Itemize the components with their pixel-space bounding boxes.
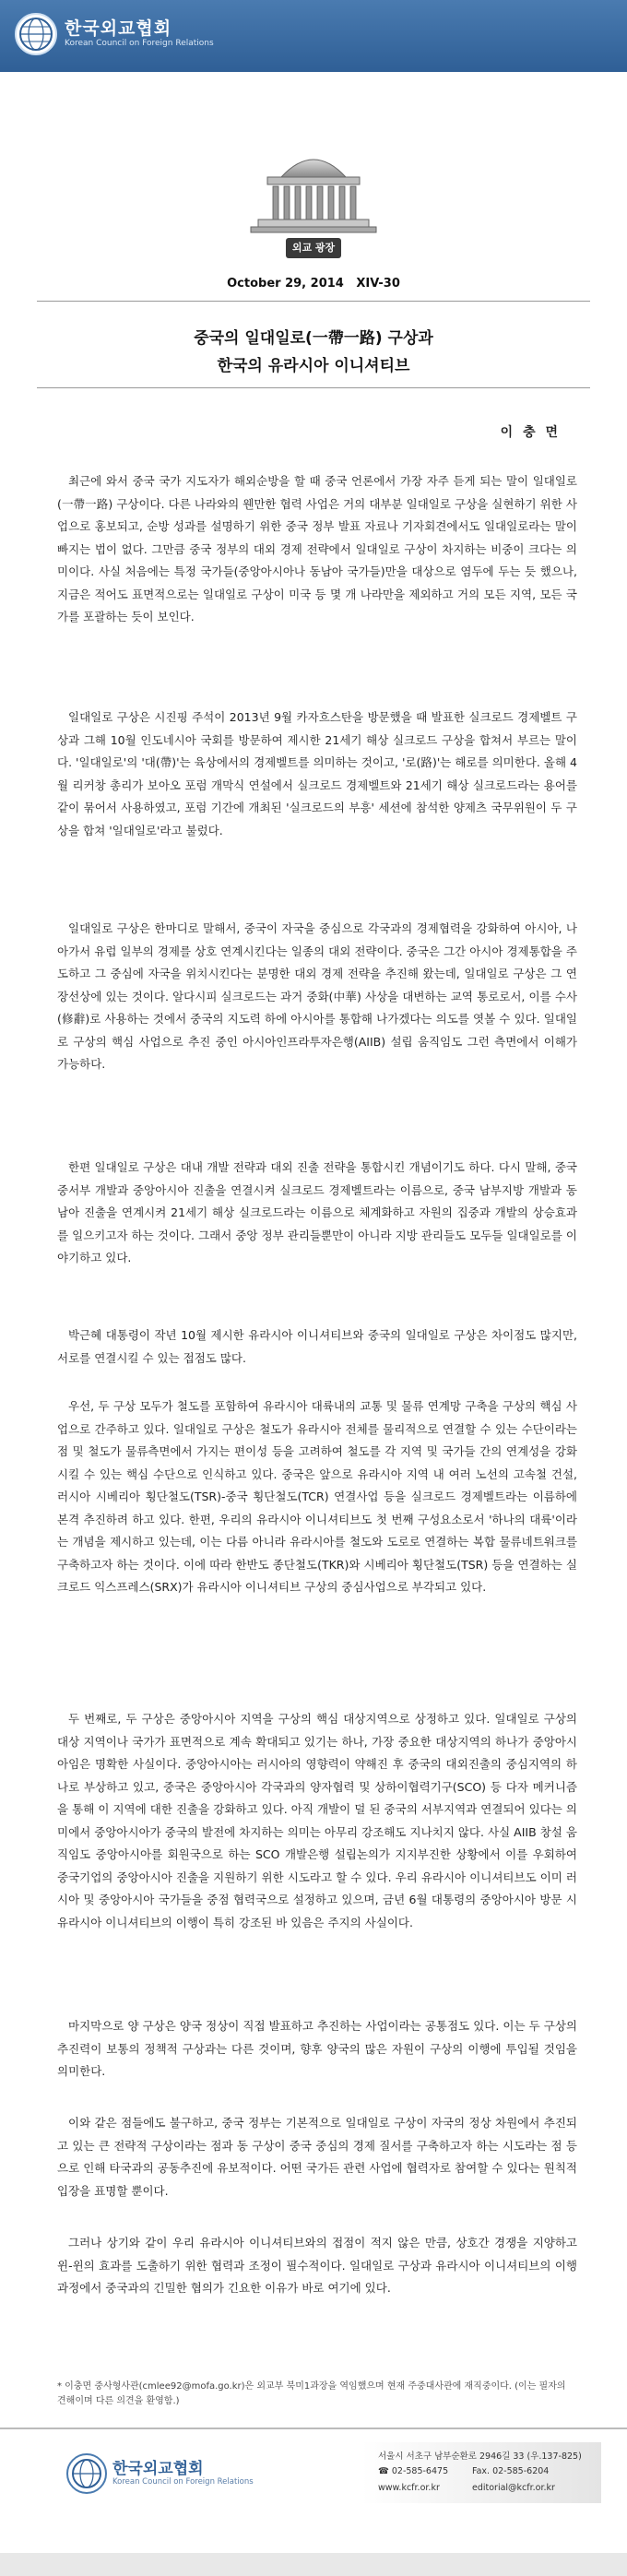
body-paragraph: 두 번째로, 두 구상은 중앙아시아 지역을 구상의 핵심 대상지역으로 상정하고 있다. 일대일로 구상의 대상 지역이나 국가가 표면적으로 계속 확대되고 있기는 하나, 가장 중요한 대상지역의 하나가 중앙아시아임은 명확한 사실이다. 중앙아시아는 러시아의 영향력이 약해진 후 중국의 대외진출의 중심지역의 하나로 부상하고 있고, 중국은 중앙아시아 각국과의 양자협력 및 상하이협력기구(SCO) 등 다자 메커니즘을 통해 이 지역에 대한 진출을 강화하고 있다. 아직 개발이 덜 된 중국의 서부지역과 연결되어 있다는 의미에서 중앙아시아가 중국의 발전에 차지하는 의미는 아무리 강조해도 지나치지 않다. 사실 AIIB 창설 움직임도 중앙아시아를 회원국으로 하는 SCO 개발은행 설립논의가 지지부진한 상황에서 이를 우회하여 중국기업의 중앙아시아 진출을 지원하기 위한 시도라고 할 수 있다. 우리 유라시아 이니셔티브도 이미 러시아 및 중앙아시아 국가들을 중점 협력국으로 설정하고 있으며, 금년 6월 대통령의 중앙아시아 방문 시 유라시아 이니셔티브의 이행이 특히 강조된 바 있음은 주지의 사실이다. (57, 1712, 577, 1929)
issue-date: October 29, 2014 (227, 277, 344, 291)
body-paragraph: 일대일로 구상은 시진핑 주석이 2013년 9월 카자흐스탄을 방문했을 때 발표한 실크로드 경제벨트 구상과 그해 10월 인도네시아 국회를 방문하여 제시한 21세기 해상 실크로드 구상을 합쳐서 부르는 말이다. '일대일로'의 '대(帶)'는 육상에서의 경제벨트를 의미하는 것이고, '로(路)'는 해로를 의미한다. 올해 4월 리커창 총리가 보아오 포럼 개막식 연설에서 실크로드 경제벨트와 21세기 해상 실크로드라는 용어를 같이 묶어서 사용하였고, 포럼 기간에 개최된 '실크로드의 부흥' 세션에 참석한 양제츠 국무위원이 두 구상을 합쳐 '일대일로'라고 불렀다. (57, 710, 577, 837)
footer-email-link[interactable]: editorial@kcfr.or.kr (472, 2483, 555, 2493)
divider (37, 301, 590, 302)
body-paragraph: 한편 일대일로 구상은 대내 개발 전략과 대외 진출 전략을 통합시킨 개념이기도 하다. 다시 말해, 중국 중서부 개발과 중앙아시아 진출을 연결시켜 실크로드 경제벨트라는 이름으로, 중국 남부지방 개발과 동남아 진출을 연계시켜 21세기 해상 실크로드라는 이름으로 체계화하고 자원의 집중과 개발의 상승효과를 일으키고자 하는 것이다. 그래서 중앙 정부 관리들뿐만이 아니라 지방 관리들도 모두들 일대일로를 이야기하고 있다. (57, 1160, 577, 1264)
body-paragraph: 우선, 두 구상 모두가 철도를 포함하여 유라시아 대륙내의 교통 및 물류 연계망 구축을 구상의 핵심 사업으로 간주하고 있다. 일대일로 구상은 철도가 유라시아 전체를 물리적으로 연결할 수 있는 수단이라는 점 및 철도가 물류측면에서 가지는 편이성 등을 고려하여 철도를 각 지역 및 국가들 간의 연계성을 강화시킬 수 있는 핵심 수단으로 인식하고 있다. 중국은 앞으로 유라시아 지역 내 여러 노선의 고속철 건설, 러시아 시베리아 횡단철도(TSR)-중국 횡단철도(TCR) 연결사업 등을 실크로드 경제벨트라는 이름하에 본격 추진하려 하고 있다. 한편, 우리의 유라시아 이니셔티브도 첫 번째 구성요소로서 '하나의 대륙'이라는 개념을 제시하고 있는데, 이는 다름 아니라 유라시아를 철도와 도로로 연결하는 복합 물류네트워크를 구축하고자 하는 것이다. 이에 따라 한반도 종단철도(TKR)와 시베리아 횡단철도(TSR) 등을 연결하는 실크로드 익스프레스(SRX)가 유라시아 이니셔티브 구상의 중심사업으로 부각되고 있다. (57, 1399, 577, 1594)
footer-divider (0, 2428, 627, 2429)
body-paragraph: 박근혜 대통령이 작년 10월 제시한 유라시아 이니셔티브와 중국의 일대일로 구상은 차이점도 많지만, 서로를 연결시킬 수 있는 접점도 많다. (57, 1328, 577, 1365)
issue-date-line (0, 277, 627, 291)
header-org-name-en: Korean Council on Foreign Relations (65, 39, 214, 48)
footer-address: 서울시 서초구 남부순환로 2946길 33 (우.137-825) (378, 2451, 582, 2462)
header-banner (0, 0, 627, 72)
body-paragraph: 마지막으로 양 구상은 양국 정상이 직접 발표하고 추진하는 사업이라는 공통점도 있다. 이는 두 구상의 추진력이 보통의 정책적 구상과는 다른 것이며, 향후 양국의 많은 자원이 구상의 이행에 투입될 것임을 의미한다. (57, 2019, 577, 2078)
article-author: 이 충 면 (500, 425, 561, 440)
forum-emblem (231, 138, 396, 267)
body-paragraph: 일대일로 구상은 한마디로 말해서, 중국이 자국을 중심으로 각국과의 경제협력을 강화하여 아시아, 나아가서 유럽 일부의 경제를 상호 연계시킨다는 일종의 대외 전략이다. 중국은 그간 아시아 경제통합을 주도하고 그 중심에 자국을 위치시킨다는 분명한 대외 경제 전략을 추진해 왔는데, 일대일로 구상은 그 연장선상에 있는 것이다. 알다시피 실크로드는 과거 중화(中華) 사상을 대변하는 교역 통로로서, 이를 수사(修辭)로 사용하는 것에서 중국의 지도력 하에 아시아를 통합해 나가겠다는 의도를 엿볼 수 있다. 일대일로 구상의 핵심 사업으로 추진 중인 아시아인프라투자은행(AIIB) 설립 움직임도 그런 측면에서 이해가 가능하다. (57, 921, 577, 1071)
body-paragraph: 최근에 와서 중국 국가 지도자가 해외순방을 할 때 중국 언론에서 가장 자주 듣게 되는 말이 일대일로(一帶一路) 구상이다. 다른 나라와의 웬만한 협력 사업은 거의 대부분 일대일로 구상을 실현하기 위한 사업으로 홍보되고, 순방 성과를 설명하기 위한 중국 정부 발표 자료나 기자회견에서도 일대일로라는 말이 빠지는 법이 없다. 그만큼 중국 정부의 대외 경제 전략에서 일대일로 구상이 차지하는 비중이 크다는 의미이다. 사실 처음에는 특정 국가들(중앙아시아나 동남아 국가들)만을 대상으로 염두에 두는 듯 했으나, 지금은 적어도 표면적으로는 일대일로 구상이 미국 등 몇 개 나라만을 제외하고 거의 모든 지역, 모든 국가를 포괄하는 듯이 보인다. (57, 474, 577, 623)
kcfr-logo-icon (15, 13, 57, 55)
article-title-line2: 한국의 유라시아 이니셔티브 (217, 357, 410, 375)
emblem-label: 외교 광장 (291, 242, 336, 254)
divider (37, 387, 590, 388)
header-org-name: 한국외교협회 (65, 18, 172, 39)
footer-website-link[interactable]: www.kcfr.or.kr (378, 2483, 440, 2493)
body-paragraph: 이와 같은 점들에도 불구하고, 중국 정부는 기본적으로 일대일로 구상이 자국의 정상 차원에서 추진되고 있는 큰 전략적 구상이라는 점과 동 구상이 중국 중심의 경제 질서를 구축하고자 하는 시도라는 점 등으로 인해 타국과의 공동추진에 유보적이다. 어떤 국가든 관련 사업에 협력자로 참여할 수 있다는 원칙적 입장을 표명할 뿐이다. (57, 2116, 577, 2198)
footer-org-name: 한국외교협회 (112, 2460, 204, 2478)
issue-volume: XIV-30 (356, 277, 400, 291)
footer-fax: Fax. 02-585-6204 (472, 2466, 550, 2476)
footer-phone: ☎ 02-585-6475 (378, 2466, 449, 2476)
article-title-line1: 중국의 일대일로(一帶一路) 구상과 (194, 329, 433, 348)
footer-org-name-en: Korean Council on Foreign Relations (112, 2477, 254, 2487)
bottom-strip (0, 2553, 627, 2576)
author-footnote: * 이충면 중사형사관(cmlee92@mofa.go.kr)은 외교부 북미1과장을 역임했으며 현재 주중대사관에 재직중이다. (이는 필자의 견해이며 다른 의견을 환영함.) (57, 2381, 566, 2406)
kcfr-logo-icon (66, 2453, 107, 2494)
body-paragraph: 그러나 상기와 같이 우리 유라시아 이니셔티브와의 접점이 적지 않은 만큼, 상호간 경쟁을 지양하고 윈-윈의 효과를 도출하기 위한 협력과 조정이 필수적이다. 일대일로 구상과 유라시아 이니셔티브의 이행과정에서 중국과의 긴밀한 협의가 긴요한 이유가 바로 여기에 있다. (57, 2236, 577, 2295)
